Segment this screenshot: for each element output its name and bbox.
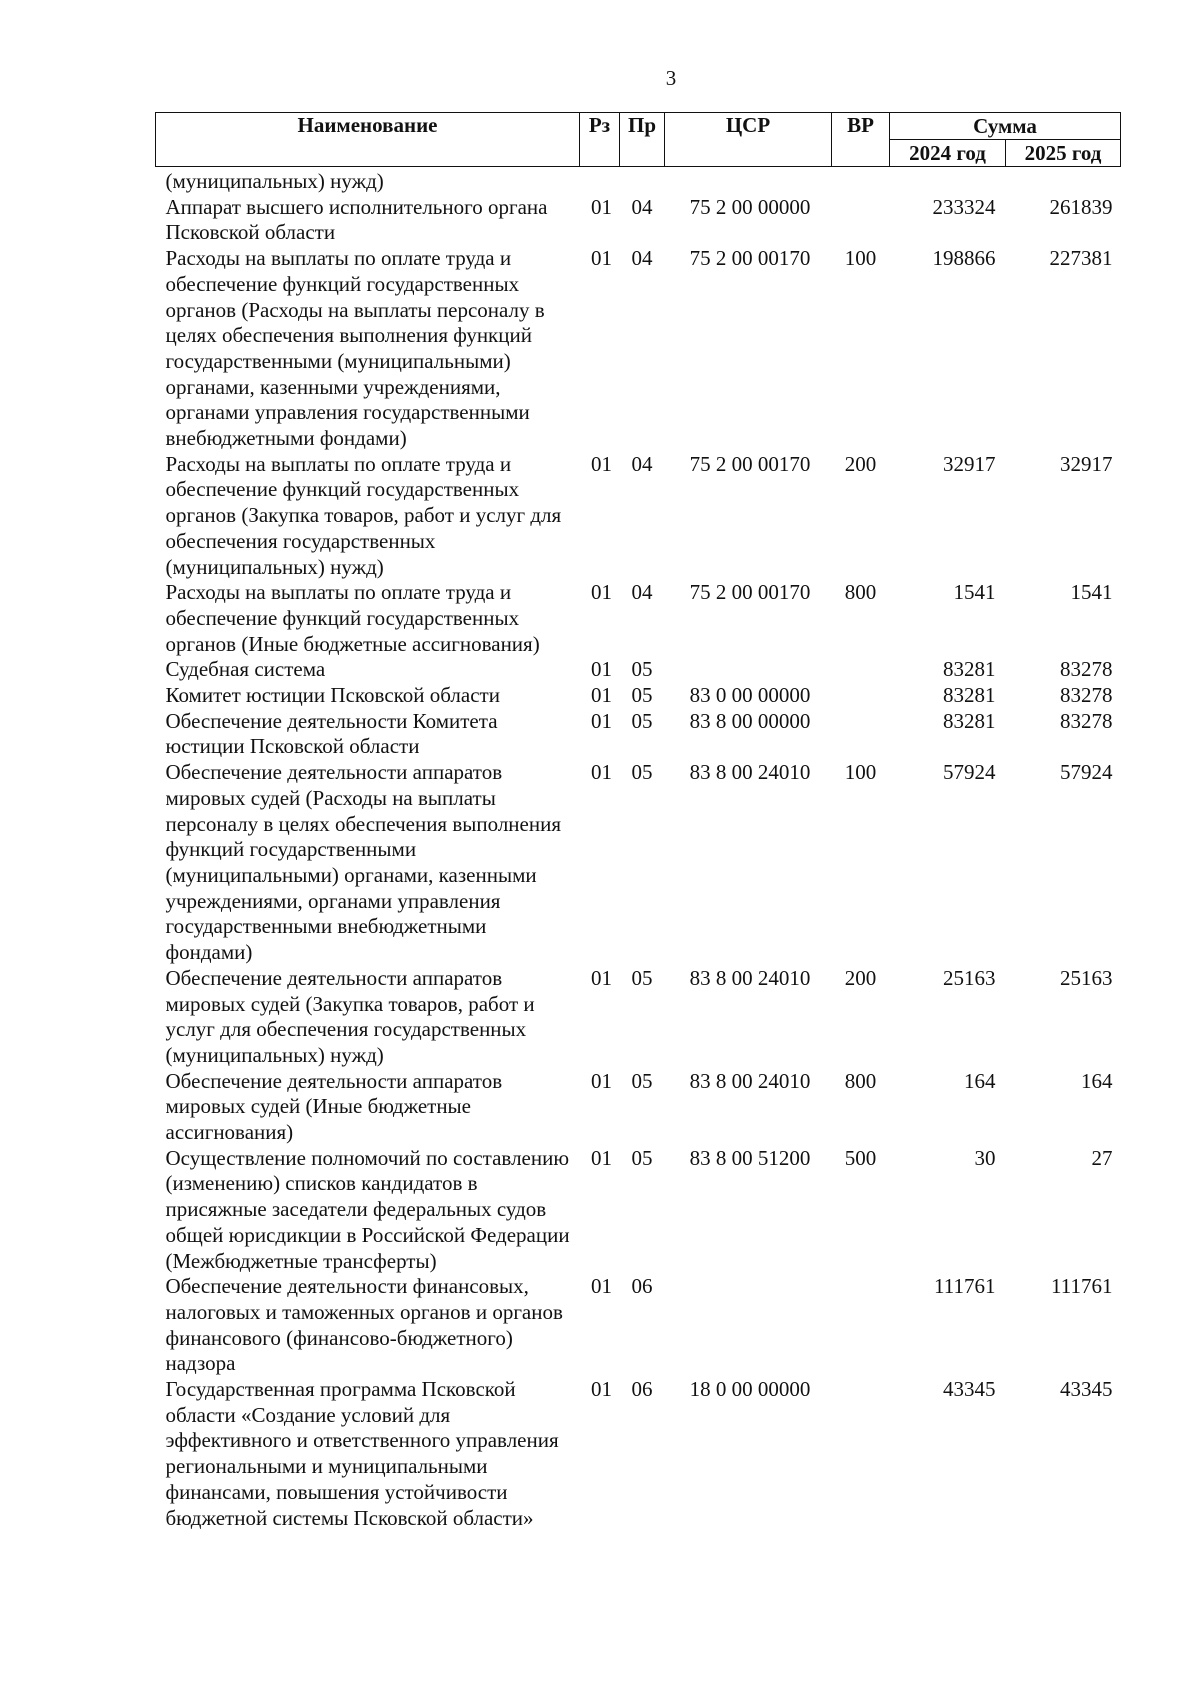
table-row (156, 452, 1121, 581)
cell-vr (832, 167, 890, 195)
cell-sum-2025: 43345 (1060, 1377, 1113, 1402)
table-body (156, 167, 1121, 1532)
cell-rz: 01 (591, 580, 612, 605)
cell-pr: 05 (631, 965, 653, 990)
cell-pr: 05 (631, 657, 653, 682)
cell-sum-2024: 83281 (943, 657, 996, 682)
cell-sum-2024: 198866 (932, 246, 996, 271)
cell-pr: 05 (631, 708, 653, 733)
cell-sum-2025: 83278 (1060, 708, 1113, 733)
cell-csr: 83 8 00 24010 (689, 1068, 811, 1093)
cell-sum-2025: 227381 (1049, 246, 1113, 271)
header-vr: ВР (832, 113, 890, 167)
cell-vr (832, 683, 890, 709)
cell-name: Государственная программа Псковской области «Создание условий для эффективного и ответственного управления региональными и муниципальными финансами, повышения устойчивости бюджетной системы Псковской области» (165, 1377, 559, 1530)
table-row (156, 580, 1121, 657)
cell-vr (832, 195, 890, 246)
cell-vr: 800 (844, 1068, 877, 1093)
header-sum: Сумма (890, 113, 1121, 140)
cell-vr (832, 1377, 890, 1531)
cell-name: Судебная система (165, 657, 326, 682)
cell-rz: 01 (591, 760, 612, 785)
cell-rz: 01 (591, 1068, 612, 1093)
header-pr: Пр (620, 113, 665, 167)
table-row (156, 195, 1121, 246)
cell-sum-2024: 83281 (943, 708, 996, 733)
cell-sum-2024: 111761 (934, 1274, 996, 1299)
cell-sum-2024: 83281 (943, 683, 996, 708)
table-row (156, 683, 1121, 709)
cell-sum-2025: 25163 (1060, 965, 1113, 990)
cell-pr: 04 (631, 451, 653, 476)
cell-sum-2025: 27 (1091, 1145, 1113, 1170)
table-row (156, 246, 1121, 452)
budget-table (155, 112, 1121, 1531)
cell-rz: 01 (591, 708, 612, 733)
cell-sum-2025 (1006, 167, 1121, 195)
cell-sum-2024: 32917 (943, 451, 996, 476)
cell-vr: 100 (844, 760, 877, 785)
cell-sum-2024: 164 (964, 1068, 996, 1093)
header-rz: Рз (580, 113, 620, 167)
cell-rz (580, 167, 620, 195)
cell-csr (665, 1274, 832, 1377)
cell-csr: 75 2 00 00170 (689, 451, 811, 476)
cell-rz: 01 (591, 683, 612, 708)
cell-rz: 01 (591, 965, 612, 990)
cell-pr: 05 (631, 1068, 653, 1093)
cell-sum-2025: 32917 (1060, 451, 1113, 476)
cell-csr (665, 657, 832, 683)
cell-sum-2025: 83278 (1060, 657, 1113, 682)
cell-rz: 01 (591, 246, 612, 271)
cell-rz: 01 (591, 451, 612, 476)
cell-name: Расходы на выплаты по оплате труда и обеспечение функций государственных органов (Расходы на выплаты персоналу в целях обеспечения выполнения функций государственными (муниципальными) органами, казенными учреждениями, органами управления государственными внебюджетными фондами) (165, 246, 545, 451)
cell-sum-2025: 164 (1081, 1068, 1113, 1093)
cell-name: Расходы на выплаты по оплате труда и обеспечение функций государственных органов (Иные бюджетные ассигнования) (165, 580, 540, 656)
cell-pr: 05 (631, 1145, 653, 1170)
header-name: Наименование (156, 113, 580, 167)
cell-pr: 04 (631, 194, 653, 219)
cell-sum-2024: 1541 (953, 580, 996, 605)
table-row (156, 709, 1121, 760)
cell-pr: 05 (631, 760, 653, 785)
cell-sum-2025: 57924 (1060, 760, 1113, 785)
table-row (156, 966, 1121, 1069)
cell-vr (832, 709, 890, 760)
table-row (156, 1274, 1121, 1377)
header-csr: ЦСР (665, 113, 832, 167)
cell-pr: 05 (631, 683, 653, 708)
table-row (156, 1146, 1121, 1275)
cell-vr: 200 (844, 451, 877, 476)
cell-name: (муниципальных) нужд) (165, 169, 384, 193)
cell-sum-2024: 43345 (943, 1377, 996, 1402)
cell-sum-2024: 25163 (943, 965, 996, 990)
cell-csr: 83 8 00 24010 (689, 760, 811, 785)
cell-rz: 01 (591, 1377, 612, 1402)
cell-pr: 04 (631, 580, 653, 605)
cell-vr: 500 (844, 1145, 877, 1170)
cell-name: Осуществление полномочий по составлению (изменению) списков кандидатов в присяжные заседатели федеральных судов общей юрисдикции в Российской Федерации (Межбюджетные трансферты) (165, 1145, 570, 1273)
cell-sum-2024: 30 (974, 1145, 996, 1170)
cell-sum-2025: 1541 (1070, 580, 1113, 605)
cell-rz: 01 (591, 657, 612, 682)
cell-pr: 04 (631, 246, 653, 271)
cell-name: Обеспечение деятельности аппаратов мировых судей (Закупка товаров, работ и услуг для обеспечения государственных (муниципальных) нужд) (165, 965, 535, 1067)
cell-csr: 75 2 00 00170 (689, 246, 811, 271)
cell-csr: 18 0 00 00000 (689, 1377, 811, 1402)
cell-csr: 83 8 00 51200 (689, 1145, 811, 1170)
cell-vr (832, 1274, 890, 1377)
cell-name: Обеспечение деятельности финансовых, налоговых и таможенных органов и органов финансового (финансово-бюджетного) надзора (165, 1274, 563, 1376)
cell-csr: 83 0 00 00000 (689, 683, 811, 708)
table-row (156, 167, 1121, 195)
cell-name: Комитет юстиции Псковской области (165, 683, 500, 708)
cell-sum-2025: 261839 (1049, 194, 1113, 219)
page-number: 3 (665, 66, 677, 90)
header-year-2025: 2025 год (1006, 140, 1121, 167)
cell-sum-2024 (890, 167, 1006, 195)
cell-name: Аппарат высшего исполнительного органа Псковской области (165, 194, 548, 245)
cell-sum-2025: 111761 (1051, 1274, 1113, 1299)
cell-sum-2024: 57924 (943, 760, 996, 785)
header-year-2024: 2024 год (890, 140, 1006, 167)
cell-rz: 01 (591, 1274, 612, 1299)
cell-pr (620, 167, 665, 195)
cell-pr: 06 (631, 1377, 653, 1402)
cell-csr (665, 167, 832, 195)
cell-csr: 83 8 00 00000 (689, 708, 811, 733)
table-row (156, 760, 1121, 966)
cell-sum-2024: 233324 (932, 194, 996, 219)
cell-sum-2025: 83278 (1060, 683, 1113, 708)
cell-csr: 75 2 00 00170 (689, 580, 811, 605)
cell-name: Обеспечение деятельности Комитета юстиции Псковской области (165, 708, 498, 759)
cell-pr: 06 (631, 1274, 653, 1299)
table-row (156, 1069, 1121, 1146)
cell-rz: 01 (591, 1145, 612, 1170)
cell-name: Расходы на выплаты по оплате труда и обеспечение функций государственных органов (Закупка товаров, работ и услуг для обеспечения государственных (муниципальных) нужд) (165, 451, 562, 579)
cell-vr (832, 657, 890, 683)
cell-vr: 100 (844, 246, 877, 271)
cell-name: Обеспечение деятельности аппаратов мировых судей (Расходы на выплаты персоналу в целях обеспечения выполнения функций государственными (муниципальными) органами, казенными учреждениями, органами управления государственными внебюджетными фондами) (165, 760, 562, 965)
cell-name: Обеспечение деятельности аппаратов мировых судей (Иные бюджетные ассигнования) (165, 1068, 503, 1145)
cell-vr: 800 (844, 580, 877, 605)
cell-vr: 200 (844, 965, 877, 990)
table-row (156, 1377, 1121, 1531)
cell-csr: 75 2 00 00000 (689, 194, 811, 219)
table-header (156, 113, 1121, 167)
table-row (156, 657, 1121, 683)
cell-csr: 83 8 00 24010 (689, 965, 811, 990)
cell-rz: 01 (591, 194, 612, 219)
